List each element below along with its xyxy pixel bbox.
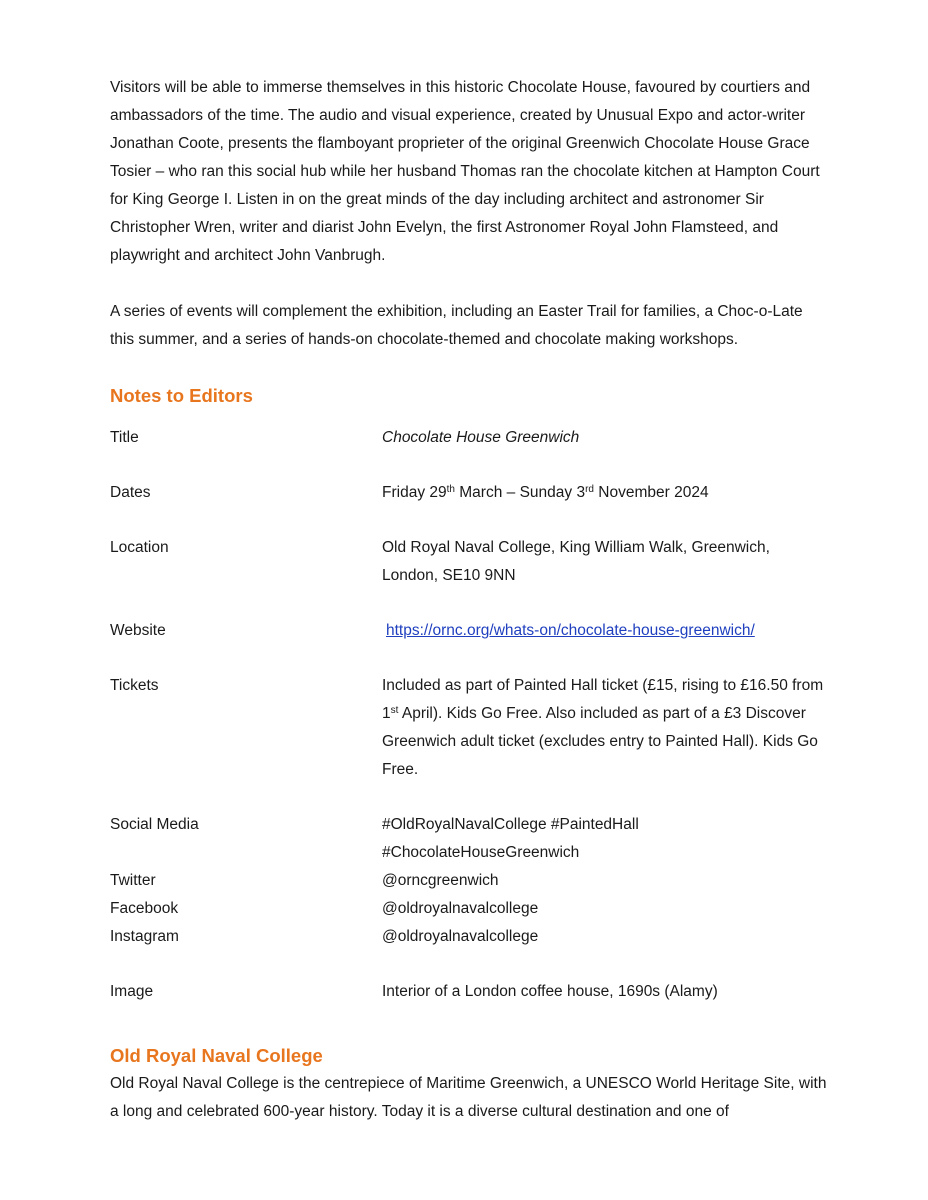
notes-row-dates	[110, 479, 830, 507]
dates-suffix-1: th	[446, 484, 455, 495]
social-media-value: #OldRoyalNavalCollege #PaintedHall #ChocolateHouseGreenwich	[382, 816, 639, 861]
social-block	[110, 811, 830, 951]
website-label: Website	[110, 622, 166, 639]
notes-row-tickets	[110, 672, 830, 784]
location-label: Location	[110, 539, 169, 556]
notes-row-image	[110, 978, 830, 1006]
twitter-label: Twitter	[110, 872, 156, 889]
document-page	[110, 74, 830, 1126]
image-value: Interior of a London coffee house, 1690s (Alamy)	[382, 983, 718, 1000]
instagram-label: Instagram	[110, 928, 179, 945]
location-value: Old Royal Naval College, King William Walk, Greenwich, London, SE10 9NN	[382, 539, 770, 584]
notes-row-social	[110, 811, 830, 867]
title-value: Chocolate House Greenwich	[382, 429, 580, 446]
twitter-value: @orncgreenwich	[382, 872, 499, 889]
notes-row-facebook	[110, 895, 830, 923]
facebook-label: Facebook	[110, 900, 179, 917]
tickets-suffix: st	[390, 705, 399, 716]
notes-row-website	[110, 617, 830, 645]
title-label: Title	[110, 429, 139, 446]
dates-part-3: November 2024	[593, 484, 709, 501]
intro-paragraph-2: A series of events will complement the exhibition, including an Easter Trail for families, a Choc-o-Late this summer, and a series of hands-on chocolate-themed and chocolate making workshops.	[110, 303, 803, 348]
dates-part-2: March – Sunday 3	[454, 484, 586, 501]
ornc-heading: Old Royal Naval College	[110, 1045, 323, 1066]
dates-suffix-2: rd	[585, 484, 594, 495]
notes-row-twitter	[110, 867, 830, 895]
image-label: Image	[110, 983, 154, 1000]
instagram-value: @oldroyalnavalcollege	[382, 928, 539, 945]
dates-value	[382, 479, 830, 507]
dates-label: Dates	[110, 484, 151, 501]
notes-table	[110, 424, 830, 1006]
ornc-paragraph: Old Royal Naval College is the centrepiece of Maritime Greenwich, a UNESCO World Heritage Site, with a long and celebrated 600-year history. Today it is a diverse cultural destination and one of	[110, 1075, 827, 1120]
website-link[interactable]: https://ornc.org/whats-on/chocolate-house-greenwich/	[386, 622, 755, 639]
social-media-label: Social Media	[110, 816, 199, 833]
tickets-part-2: April). Kids Go Free. Also included as part of a £3 Discover Greenwich adult ticket (excludes entry to Painted Hall). Kids Go Free.	[382, 705, 818, 778]
tickets-part-1: Included as part of Painted Hall ticket (£15, rising to £16.50 from 1	[382, 677, 824, 722]
intro-paragraph-1: Visitors will be able to immerse themselves in this historic Chocolate House, favoured by courtiers and ambassadors of the time. The audio and visual experience, created by Unusual Expo and actor-writer Jonathan Coote, presents the flamboyant proprieter of the original Greenwich Chocolate House Grace Tosier – who ran this social hub while her husband Thomas ran the chocolate kitchen at Hampton Court for King George I. Listen in on the great minds of the day including architect and astronomer Sir Christopher Wren, writer and diarist John Evelyn, the first Astronomer Royal John Flamsteed, and playwright and architect John Vanbrugh.	[110, 79, 820, 264]
tickets-value	[382, 672, 830, 784]
notes-row-title	[110, 424, 830, 452]
notes-row-instagram	[110, 923, 830, 951]
notes-to-editors-heading: Notes to Editors	[110, 385, 253, 406]
facebook-value: @oldroyalnavalcollege	[382, 900, 539, 917]
notes-row-location	[110, 534, 830, 590]
tickets-label: Tickets	[110, 677, 159, 694]
dates-part-1: Friday 29	[382, 484, 447, 501]
